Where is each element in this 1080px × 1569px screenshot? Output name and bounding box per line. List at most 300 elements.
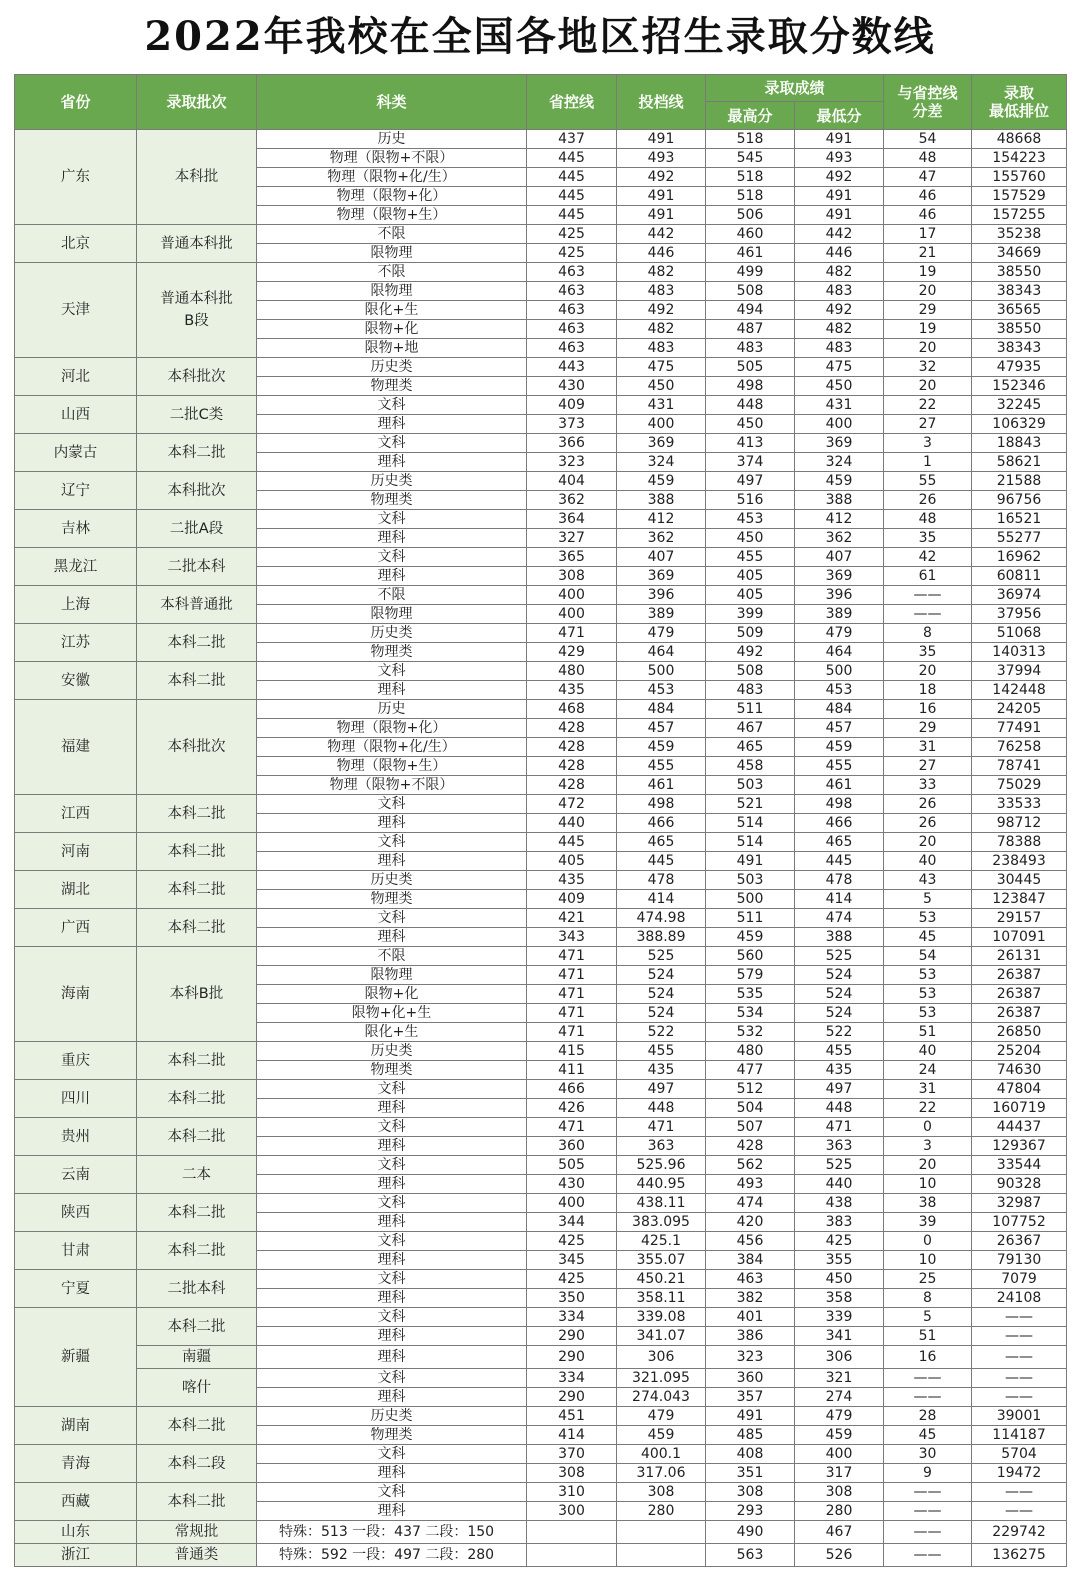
subject-cell: 物理（限物+化）: [257, 187, 527, 206]
control-line-cell: 428: [527, 738, 617, 757]
filing-line-cell: 524: [617, 985, 706, 1004]
province-cell: 西藏: [15, 1483, 137, 1521]
control-line-cell: 405: [527, 852, 617, 871]
min-score-cell: 448: [795, 1099, 884, 1118]
min-rank-cell: 51068: [972, 624, 1067, 643]
min-rank-cell: 229742: [972, 1521, 1067, 1544]
control-line-cell: 308: [527, 567, 617, 586]
header-min: 最低分: [795, 102, 884, 130]
province-cell: 江苏: [15, 624, 137, 662]
batch-cell: [137, 548, 257, 586]
batch-cell: [137, 472, 257, 510]
special-note-cell: 特殊：592 一段：497 二段：280: [257, 1544, 527, 1567]
subject-cell: 不限: [257, 586, 527, 605]
score-diff-cell: 20: [884, 339, 972, 358]
batch-line: 本科二批: [167, 1417, 226, 1434]
subject-cell: 理科: [257, 1099, 527, 1118]
subject-cell: 历史类: [257, 871, 527, 890]
subject-cell: 不限: [257, 947, 527, 966]
subject-cell: 文科: [257, 434, 527, 453]
min-score-cell: 491: [795, 206, 884, 225]
min-score-cell: 459: [795, 738, 884, 757]
batch-cell: [137, 909, 257, 947]
min-rank-cell: ——: [972, 1388, 1067, 1407]
filing-line-cell: 482: [617, 263, 706, 282]
control-line-cell: 334: [527, 1369, 617, 1388]
subject-cell: 限物理: [257, 244, 527, 263]
subject-cell: 物理（限物+生）: [257, 206, 527, 225]
control-line-cell: 435: [527, 681, 617, 700]
min-rank-cell: 48668: [972, 130, 1067, 149]
batch-cell: [137, 358, 257, 396]
score-diff-cell: 35: [884, 529, 972, 548]
min-rank-cell: 154223: [972, 149, 1067, 168]
control-line-cell: 425: [527, 1270, 617, 1289]
control-line-cell: 362: [527, 491, 617, 510]
batch-cell: [137, 833, 257, 871]
max-score-cell: 428: [706, 1137, 795, 1156]
batch-line: 普通本科批: [160, 291, 233, 307]
batch-line: 本科二批: [167, 1493, 226, 1510]
filing-line-cell: 389: [617, 605, 706, 624]
province-cell: 湖北: [15, 871, 137, 909]
min-rank-cell: 26387: [972, 985, 1067, 1004]
batch-cell: [137, 795, 257, 833]
score-diff-cell: 54: [884, 947, 972, 966]
min-score-cell: 471: [795, 1118, 884, 1137]
control-line-cell: 471: [527, 985, 617, 1004]
min-score-cell: 414: [795, 890, 884, 909]
min-score-cell: 369: [795, 434, 884, 453]
filing-line-cell: 445: [617, 852, 706, 871]
batch-line: 二批A段: [169, 520, 224, 537]
page-title: 2022年我校在全国各地区招生录取分数线: [144, 13, 936, 60]
province-cell: 新疆: [15, 1308, 137, 1407]
batch-cell: [137, 700, 257, 795]
table-row: [15, 225, 1067, 244]
min-rank-cell: 58621: [972, 453, 1067, 472]
min-score-cell: 479: [795, 624, 884, 643]
min-score-cell: 498: [795, 795, 884, 814]
score-diff-cell: 10: [884, 1251, 972, 1270]
filing-line-cell: 400.1: [617, 1445, 706, 1464]
control-line-cell: 437: [527, 130, 617, 149]
max-score-cell: 461: [706, 244, 795, 263]
max-score-cell: 448: [706, 396, 795, 415]
max-score-cell: 382: [706, 1289, 795, 1308]
max-score-cell: 477: [706, 1061, 795, 1080]
admission-score-table: [14, 74, 1067, 1567]
max-score-cell: 511: [706, 909, 795, 928]
table-row: [15, 947, 1067, 966]
batch-cell: [137, 434, 257, 472]
control-line-cell: 426: [527, 1099, 617, 1118]
batch-cell: [137, 586, 257, 624]
score-diff-cell: 53: [884, 985, 972, 1004]
batch-line: 本科二批: [167, 1090, 226, 1107]
subject-cell: 历史类: [257, 1042, 527, 1061]
score-diff-cell: 31: [884, 1080, 972, 1099]
control-line-cell: 463: [527, 320, 617, 339]
score-diff-cell: 29: [884, 719, 972, 738]
batch-cell: [137, 1445, 257, 1483]
max-score-cell: 491: [706, 852, 795, 871]
max-score-cell: 357: [706, 1388, 795, 1407]
min-rank-cell: 155760: [972, 168, 1067, 187]
control-line-cell: 471: [527, 1023, 617, 1042]
table-header: [15, 75, 1067, 130]
score-diff-cell: 33: [884, 776, 972, 795]
province-cell: 辽宁: [15, 472, 137, 510]
min-rank-cell: 18843: [972, 434, 1067, 453]
max-score-cell: 505: [706, 358, 795, 377]
header-province: 省份: [15, 75, 137, 130]
max-score-cell: 535: [706, 985, 795, 1004]
province-cell: 湖南: [15, 1407, 137, 1445]
max-score-cell: 293: [706, 1502, 795, 1521]
score-diff-cell: 20: [884, 662, 972, 681]
control-line-cell: 400: [527, 1194, 617, 1213]
filing-line-cell: 525.96: [617, 1156, 706, 1175]
batch-line: 本科二批: [167, 881, 226, 898]
filing-line-cell: 369: [617, 567, 706, 586]
score-diff-cell: 53: [884, 1004, 972, 1023]
max-score-cell: 500: [706, 890, 795, 909]
max-score-cell: 384: [706, 1251, 795, 1270]
max-score-cell: 465: [706, 738, 795, 757]
subject-cell: 理科: [257, 1502, 527, 1521]
score-diff-cell: ——: [884, 1502, 972, 1521]
min-rank-cell: 26850: [972, 1023, 1067, 1042]
score-diff-cell: 8: [884, 624, 972, 643]
subject-cell: 限物+化: [257, 985, 527, 1004]
min-score-cell: 466: [795, 814, 884, 833]
score-diff-cell: 45: [884, 1426, 972, 1445]
subject-cell: 文科: [257, 1194, 527, 1213]
score-diff-cell: 22: [884, 1099, 972, 1118]
score-diff-cell: 8: [884, 1289, 972, 1308]
control-line-cell: 430: [527, 377, 617, 396]
min-score-cell: 369: [795, 567, 884, 586]
min-rank-cell: 47935: [972, 358, 1067, 377]
subject-cell: 理科: [257, 852, 527, 871]
subject-cell: 理科: [257, 415, 527, 434]
min-score-cell: 479: [795, 1407, 884, 1426]
min-rank-cell: 60811: [972, 567, 1067, 586]
score-diff-cell: ——: [884, 1483, 972, 1502]
subject-cell: 物理类: [257, 1061, 527, 1080]
batch-cell: [137, 396, 257, 434]
min-rank-cell: 38550: [972, 263, 1067, 282]
batch-cell: [137, 1270, 257, 1308]
score-diff-cell: 3: [884, 434, 972, 453]
min-score-cell: 493: [795, 149, 884, 168]
batch-cell: [137, 1156, 257, 1194]
score-diff-cell: 30: [884, 1445, 972, 1464]
subject-cell: 文科: [257, 1270, 527, 1289]
min-score-cell: 396: [795, 586, 884, 605]
filing-line-cell: 438.11: [617, 1194, 706, 1213]
min-rank-cell: ——: [972, 1346, 1067, 1369]
batch-cell: 本科二批: [137, 1308, 257, 1346]
filing-line-cell: 478: [617, 871, 706, 890]
min-rank-cell: 26387: [972, 1004, 1067, 1023]
max-score-cell: 498: [706, 377, 795, 396]
header-filing-line: 投档线: [617, 75, 706, 130]
score-diff-cell: 46: [884, 187, 972, 206]
score-diff-cell: 40: [884, 852, 972, 871]
control-line-cell: 370: [527, 1445, 617, 1464]
min-score-cell: 363: [795, 1137, 884, 1156]
min-score-cell: 317: [795, 1464, 884, 1483]
min-rank-cell: 33533: [972, 795, 1067, 814]
filing-line-cell: 407: [617, 548, 706, 567]
batch-line: 本科批次: [167, 739, 226, 755]
control-line-cell: 364: [527, 510, 617, 529]
max-score-cell: 491: [706, 1407, 795, 1426]
filing-line-cell: 491: [617, 187, 706, 206]
province-cell: 黑龙江: [15, 548, 137, 586]
batch-line: 本科二批: [167, 444, 226, 461]
min-score-cell: 407: [795, 548, 884, 567]
min-score-cell: 280: [795, 1502, 884, 1521]
min-score-cell: 467: [795, 1521, 884, 1544]
subject-cell: 文科: [257, 909, 527, 928]
min-rank-cell: 78741: [972, 757, 1067, 776]
control-line-cell: 463: [527, 282, 617, 301]
batch-cell: [137, 947, 257, 1042]
province-cell: 重庆: [15, 1042, 137, 1080]
min-score-cell: 525: [795, 947, 884, 966]
subject-cell: 历史: [257, 700, 527, 719]
max-score-cell: 453: [706, 510, 795, 529]
batch-cell: [137, 1080, 257, 1118]
max-score-cell: 503: [706, 871, 795, 890]
subject-cell: 文科: [257, 1369, 527, 1388]
control-line-cell: 327: [527, 529, 617, 548]
filing-line-cell: 466: [617, 814, 706, 833]
min-score-cell: 492: [795, 301, 884, 320]
subject-cell: 理科: [257, 1327, 527, 1346]
province-cell: 陕西: [15, 1194, 137, 1232]
header-control-line: 省控线: [527, 75, 617, 130]
min-score-cell: 526: [795, 1544, 884, 1567]
max-score-cell: 508: [706, 662, 795, 681]
min-score-cell: 412: [795, 510, 884, 529]
subject-cell: 限化+生: [257, 301, 527, 320]
subject-cell: 物理（限物+化）: [257, 719, 527, 738]
subject-cell: 物理类: [257, 890, 527, 909]
max-score-cell: 399: [706, 605, 795, 624]
min-rank-cell: ——: [972, 1369, 1067, 1388]
subject-cell: 文科: [257, 662, 527, 681]
min-rank-cell: 157529: [972, 187, 1067, 206]
province-cell: 山西: [15, 396, 137, 434]
control-line-cell: 463: [527, 339, 617, 358]
province-cell: 青海: [15, 1445, 137, 1483]
filing-line-cell: 431: [617, 396, 706, 415]
score-diff-cell: 29: [884, 301, 972, 320]
min-rank-cell: 47804: [972, 1080, 1067, 1099]
score-diff-cell: 25: [884, 1270, 972, 1289]
score-diff-cell: 26: [884, 795, 972, 814]
max-score-cell: 509: [706, 624, 795, 643]
subject-cell: 理科: [257, 1388, 527, 1407]
min-score-cell: 324: [795, 453, 884, 472]
subject-cell: 物理类: [257, 377, 527, 396]
subject-cell: 物理（限物+化/生）: [257, 738, 527, 757]
filing-line-cell: 491: [617, 206, 706, 225]
min-score-cell: 400: [795, 415, 884, 434]
min-score-cell: 435: [795, 1061, 884, 1080]
province-cell: 甘肃: [15, 1232, 137, 1270]
batch-line: 本科二批: [167, 634, 226, 651]
table-row: [15, 434, 1067, 453]
min-rank-cell: 5704: [972, 1445, 1067, 1464]
score-diff-cell: 61: [884, 567, 972, 586]
subject-cell: 文科: [257, 1156, 527, 1175]
subject-cell: 历史类: [257, 1407, 527, 1426]
subject-cell: 文科: [257, 1445, 527, 1464]
table-row: [15, 1308, 1067, 1327]
min-rank-cell: 75029: [972, 776, 1067, 795]
min-score-cell: 524: [795, 985, 884, 1004]
max-score-cell: 308: [706, 1483, 795, 1502]
min-rank-cell: 19472: [972, 1464, 1067, 1483]
max-score-cell: 455: [706, 548, 795, 567]
filing-line-cell: 524: [617, 966, 706, 985]
control-line-cell: 323: [527, 453, 617, 472]
control-line-cell: 344: [527, 1213, 617, 1232]
max-score-cell: 497: [706, 472, 795, 491]
score-diff-cell: 9: [884, 1464, 972, 1483]
score-diff-cell: 20: [884, 833, 972, 852]
score-diff-cell: 35: [884, 643, 972, 662]
score-diff-cell: 31: [884, 738, 972, 757]
province-cell: 江西: [15, 795, 137, 833]
filing-line-cell: 339.08: [617, 1308, 706, 1327]
filing-line-cell: 483: [617, 282, 706, 301]
filing-line-cell: 362: [617, 529, 706, 548]
control-line-cell: 343: [527, 928, 617, 947]
batch-cell: 南疆: [137, 1346, 257, 1369]
max-score-cell: 386: [706, 1327, 795, 1346]
province-cell: 四川: [15, 1080, 137, 1118]
min-score-cell: 474: [795, 909, 884, 928]
filing-line-cell: 524: [617, 1004, 706, 1023]
score-diff-cell: ——: [884, 1521, 972, 1544]
max-score-cell: 516: [706, 491, 795, 510]
control-line-cell: 480: [527, 662, 617, 681]
min-rank-cell: ——: [972, 1308, 1067, 1327]
min-rank-cell: 79130: [972, 1251, 1067, 1270]
filing-line-cell: 525: [617, 947, 706, 966]
batch-line: 本科批次: [167, 482, 226, 499]
batch-line: 本科二批: [167, 1052, 226, 1069]
batch-cell: 常规批: [137, 1521, 257, 1544]
score-diff-cell: 51: [884, 1327, 972, 1346]
subject-cell: 限物理: [257, 966, 527, 985]
score-diff-cell: 21: [884, 244, 972, 263]
province-cell: 山东: [15, 1521, 137, 1544]
min-score-cell: 453: [795, 681, 884, 700]
max-score-cell: 493: [706, 1175, 795, 1194]
subject-cell: 物理（限物+生）: [257, 757, 527, 776]
min-rank-cell: 129367: [972, 1137, 1067, 1156]
max-score-cell: 504: [706, 1099, 795, 1118]
subject-cell: 不限: [257, 225, 527, 244]
filing-line-cell: 388: [617, 491, 706, 510]
max-score-cell: 503: [706, 776, 795, 795]
header-batch: 录取批次: [137, 75, 257, 130]
score-diff-cell: 5: [884, 1308, 972, 1327]
control-line-cell: 360: [527, 1137, 617, 1156]
filing-line-cell: 482: [617, 320, 706, 339]
score-diff-cell: 26: [884, 491, 972, 510]
min-score-cell: 341: [795, 1327, 884, 1346]
score-diff-cell: 47: [884, 168, 972, 187]
filing-line-cell: 412: [617, 510, 706, 529]
score-diff-cell: ——: [884, 605, 972, 624]
max-score-cell: 474: [706, 1194, 795, 1213]
control-line-cell: 345: [527, 1251, 617, 1270]
control-line-cell: 445: [527, 206, 617, 225]
score-diff-cell: 46: [884, 206, 972, 225]
batch-line: 二批C类: [169, 406, 224, 423]
filing-line-cell: [617, 1521, 706, 1544]
control-line-cell: 310: [527, 1483, 617, 1502]
table-row: [15, 1080, 1067, 1099]
min-rank-cell: 7079: [972, 1270, 1067, 1289]
table-row: [15, 548, 1067, 567]
filing-line-cell: 448: [617, 1099, 706, 1118]
filing-line-cell: 492: [617, 301, 706, 320]
control-line-cell: 404: [527, 472, 617, 491]
control-line-cell: 463: [527, 301, 617, 320]
province-cell: 天津: [15, 263, 137, 358]
score-diff-cell: ——: [884, 586, 972, 605]
min-rank-cell: 142448: [972, 681, 1067, 700]
score-diff-cell: 27: [884, 415, 972, 434]
score-diff-cell: 5: [884, 890, 972, 909]
filing-line-cell: 363: [617, 1137, 706, 1156]
batch-line: 本科二批: [167, 1242, 226, 1259]
min-score-cell: 500: [795, 662, 884, 681]
filing-line-cell: 459: [617, 472, 706, 491]
control-line-cell: 472: [527, 795, 617, 814]
subject-cell: 理科: [257, 928, 527, 947]
control-line-cell: 400: [527, 605, 617, 624]
score-diff-cell: 32: [884, 358, 972, 377]
score-diff-cell: 53: [884, 966, 972, 985]
filing-line-cell: 479: [617, 1407, 706, 1426]
control-line-cell: 373: [527, 415, 617, 434]
control-line-cell: 468: [527, 700, 617, 719]
min-rank-cell: 136275: [972, 1544, 1067, 1567]
table-row: [15, 700, 1067, 719]
score-diff-cell: 0: [884, 1232, 972, 1251]
subject-cell: 物理（限物+不限）: [257, 149, 527, 168]
filing-line-cell: 459: [617, 1426, 706, 1445]
control-line-cell: 428: [527, 757, 617, 776]
min-score-cell: 459: [795, 472, 884, 491]
min-score-cell: 362: [795, 529, 884, 548]
control-line-cell: 466: [527, 1080, 617, 1099]
province-cell: 上海: [15, 586, 137, 624]
min-score-cell: 525: [795, 1156, 884, 1175]
min-score-cell: 459: [795, 1426, 884, 1445]
score-diff-cell: 53: [884, 909, 972, 928]
